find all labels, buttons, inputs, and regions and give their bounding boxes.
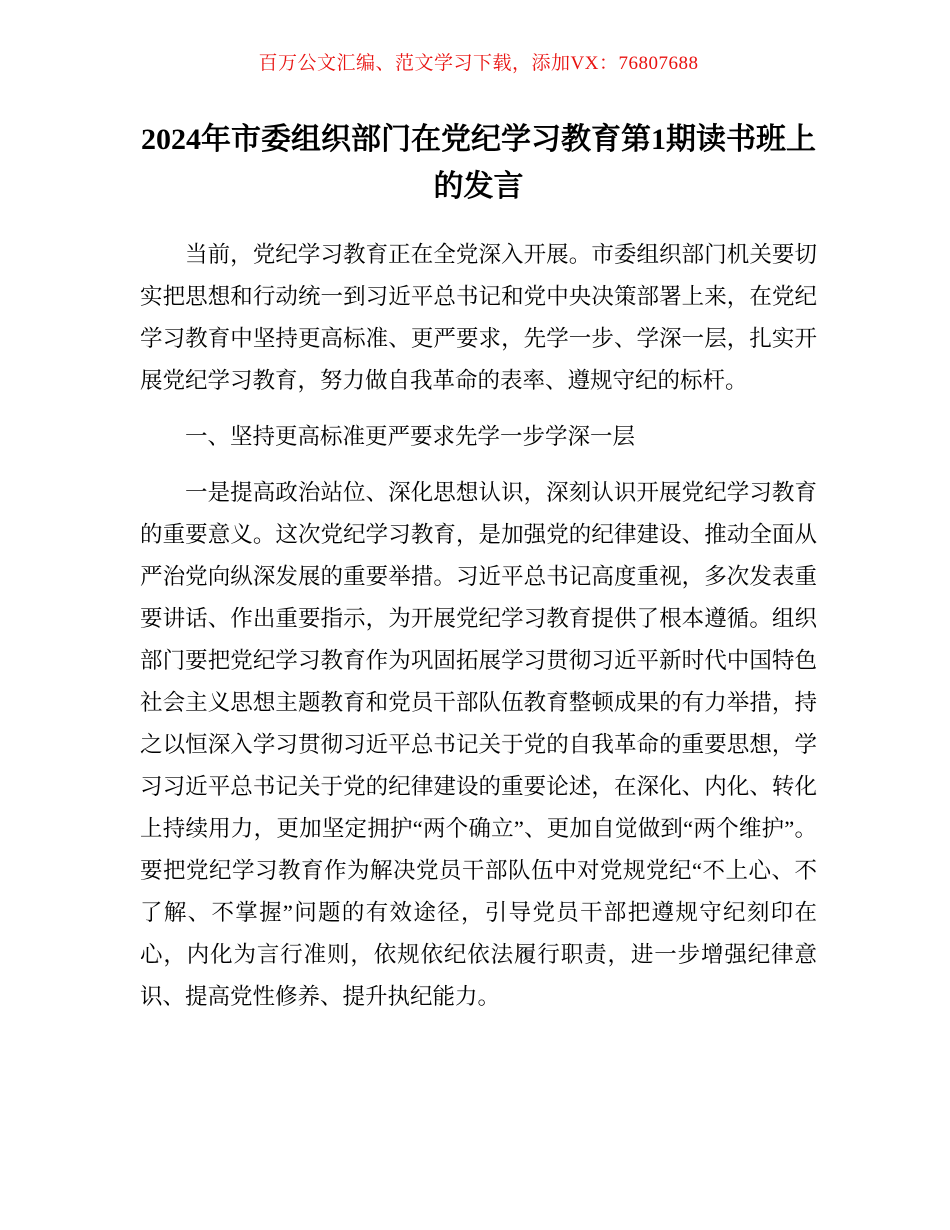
- document-title: 2024年市委组织部门在党纪学习教育第1期读书班上的发言: [141, 123, 816, 203]
- watermark-header: 百万公文汇编、范文学习下载，添加VX：76807688: [258, 53, 699, 74]
- paragraph-intro: 当前，党纪学习教育正在全党深入开展。市委组织部门机关要切实把思想和行动统一到习近平总书记和党中央决策部署上来，在党纪学习教育中坚持更高标准、更严要求，先学一步、学深一层，扎实开展党纪学习教育，努力做自我革命的表率、遵规守纪的标杆。: [140, 242, 817, 393]
- section-heading-1: 一、坚持更高标准更严要求先学一步学深一层: [185, 424, 636, 449]
- paragraph-body-1: 一是提高政治站位、深化思想认识，深刻认识开展党纪学习教育的重要意义。这次党纪学习教育，是加强党的纪律建设、推动全面从严治党向纵深发展的重要举措。习近平总书记高度重视，多次发表重要讲话、作出重要指示，为开展党纪学习教育提供了根本遵循。组织部门要把党纪学习教育作为巩固拓展学习贯彻习近平新时代中国特色社会主义思想主题教育和党员干部队伍教育整顿成果的有力举措，持之以恒深入学习贯彻习近平总书记关于党的自我革命的重要思想，学习习近平总书记关于党的纪律建设的重要论述，在深化、内化、转化上持续用力，更加坚定拥护“两个确立”、更加自觉做到“两个维护”。要把党纪学习教育作为解决党员干部队伍中对党规党纪“不上心、不了解、不掌握”问题的有效途径，引导党员干部把遵规守纪刻印在心，内化为言行准则，依规依纪依法履行职责，进一步增强纪律意识、提高党性修养、提升执纪能力。: [140, 480, 817, 1009]
